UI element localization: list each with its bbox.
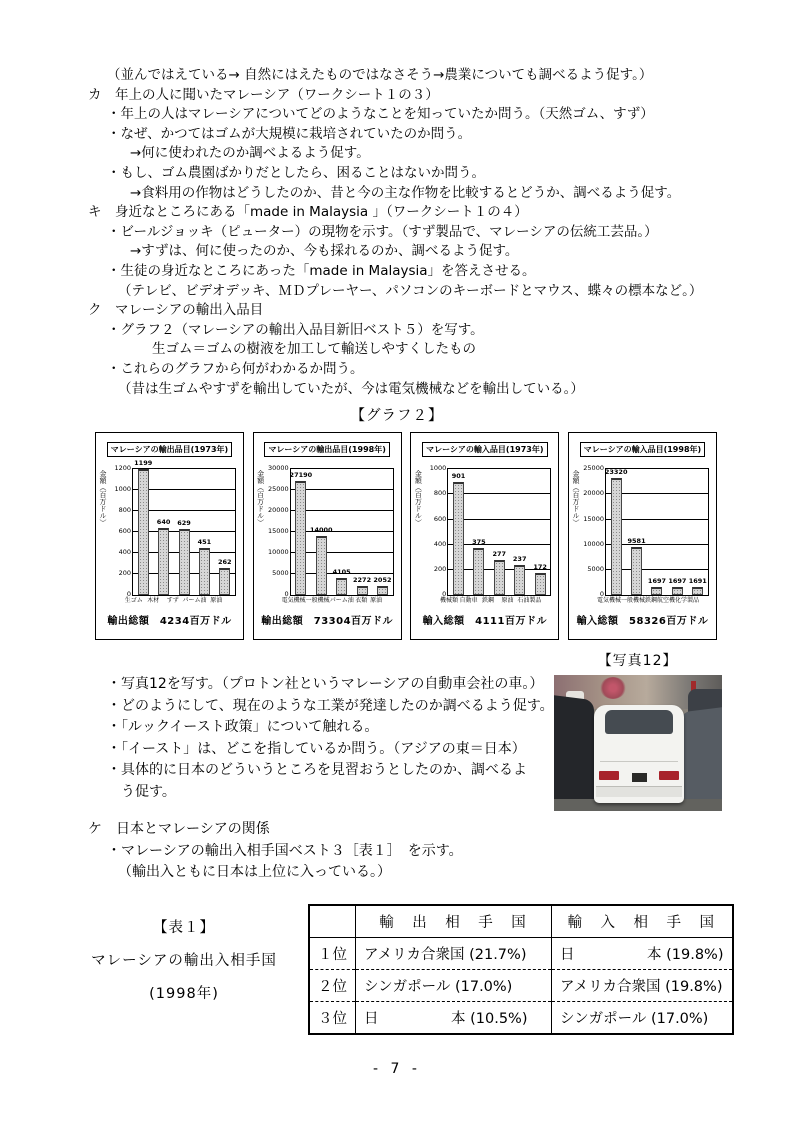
bar-chart (568, 432, 717, 640)
y-tick-label: 1000 (114, 485, 131, 494)
text-line: ク マレーシアの輸出入品目 (88, 302, 264, 319)
chart-body (571, 464, 714, 599)
y-tick-label: 0 (126, 590, 131, 599)
bar (316, 536, 327, 595)
photo-taillight-right (659, 771, 679, 780)
photo-rear-window (605, 710, 673, 734)
x-category-label: 生ゴム (124, 597, 143, 605)
y-axis-label: 金額（百万ドル） (414, 470, 423, 527)
trade-partner-table (308, 904, 734, 1035)
x-category-label: 原油 (370, 597, 383, 605)
table-row (309, 1001, 733, 1034)
text-line: ・マレーシアの輸出入相手国ベスト３［表１］ を示す。 (107, 842, 463, 859)
plot-area (114, 459, 236, 599)
table-cell: アメリカ合衆国 (21.7%) (356, 937, 552, 969)
chart-title: マレーシアの輸入品目(1973年) (422, 442, 547, 457)
text-line: →何に使われたのか調べよるよう促す。 (130, 145, 370, 162)
x-category-label: 化学製品 (675, 597, 700, 605)
bar-value-label: 262 (218, 557, 232, 566)
text-line: ・年上の人はマレーシアについてどのようなことを知っていたか問う。（天然ゴム、すず） (107, 106, 654, 123)
text-line: ケ 日本とマレーシアの関係 (88, 821, 270, 838)
instruction-text-block-2 (88, 650, 554, 884)
chart-total-label: 輸入総額 4111百万ドル (422, 616, 547, 628)
table-caption-line: 【表１】 (153, 919, 215, 936)
x-axis-labels (282, 597, 384, 605)
photo-caption: 【写真12】 (597, 653, 678, 670)
bar (535, 573, 546, 595)
bar (651, 587, 662, 596)
text-line: ・ビールジョッキ（ピューター）の現物を示す。（すず製品で、マレーシアの伝統工芸品。） (107, 223, 658, 240)
table-header-row (309, 905, 733, 938)
bar (631, 547, 642, 595)
text-line: カ 年上の人に聞いたマレーシア（ワークシート１の３） (88, 86, 439, 103)
y-tick-label: 400 (433, 539, 447, 548)
bar (672, 587, 683, 596)
y-tick-label: 600 (118, 527, 131, 536)
bar-value-label: 640 (156, 517, 171, 526)
photo-column (554, 650, 722, 884)
plot-area (583, 464, 709, 599)
x-category-label: パーム油 (329, 597, 354, 605)
table-header-cell: 輸 出 相 手 国 (356, 905, 552, 938)
chart-total-label: 輸出総額 4234百万ドル (107, 616, 232, 628)
y-tick-label: 0 (442, 590, 447, 599)
bar-value-label: 172 (533, 563, 547, 572)
y-axis-label: 金額（百万ドル） (256, 470, 265, 527)
plot-wrap (267, 464, 394, 599)
table-row (309, 937, 733, 969)
bar-value-label: 1697 (647, 576, 667, 585)
table-caption-line: (1998年) (149, 985, 219, 1002)
bar-value-label: 27190 (289, 470, 313, 479)
bar (158, 528, 169, 595)
table-cell: シンガポール (17.0%) (552, 1001, 733, 1034)
bar (494, 560, 505, 595)
table-cell: 日 本 (19.8%) (552, 937, 733, 969)
graph-section-heading: 【グラフ２】 (350, 408, 444, 425)
text-line: ・もし、ゴム農園ばかりだとしたら、困ることはないか問う。 (107, 164, 485, 181)
y-tick-label: 10000 (583, 539, 604, 548)
bar (377, 586, 388, 595)
y-tick-label: 0 (284, 590, 289, 599)
bar-value-label: 14000 (309, 526, 333, 535)
chart-total-label: 輸出総額 73304百万ドル (261, 616, 394, 628)
charts-row (95, 432, 717, 640)
bar-chart (410, 432, 559, 640)
bar-value-label: 2052 (373, 576, 392, 585)
text-line: ・生徒の身近なところにあった「made in Malaysia」を答えさせる。 (107, 262, 536, 279)
photo-gray-car-right (680, 706, 722, 811)
y-tick-label: 800 (433, 489, 447, 498)
y-tick-label: 20000 (583, 489, 604, 498)
chart-total-label: 輸入総額 58326百万ドル (576, 616, 709, 628)
x-category-label: 一般機械 (620, 597, 645, 605)
y-tick-label: 15000 (583, 514, 604, 523)
text-line: ・グラフ２（マレーシアの輸出入品目新旧ベスト５）を写す。 (107, 321, 484, 338)
photo-proton-car-street-scene (554, 675, 722, 811)
photo-dark-car-left (554, 694, 594, 811)
text-line: ・写真12を写す。（プロトン社というマレーシアの自動車会社の車。） (107, 676, 544, 693)
y-tick-label: 0 (599, 590, 604, 599)
chart-title-wrap (413, 437, 556, 457)
x-category-label: 一般機械 (305, 597, 330, 605)
text-line: 生ゴム＝ゴムの樹液を加工して輸送しやすくしたもの (152, 341, 476, 358)
x-category-label: 木材 (147, 597, 160, 605)
table-cell: ２位 (309, 969, 356, 1001)
bar (138, 469, 149, 595)
photo-red-flowers (600, 677, 626, 699)
bar-value-label: 9581 (627, 536, 646, 545)
bar (199, 548, 210, 595)
bar-value-label: 277 (492, 550, 507, 559)
bar-value-label: 901 (451, 471, 466, 480)
y-tick-label: 200 (118, 569, 131, 578)
mid-section (88, 650, 718, 884)
x-axis-labels (439, 597, 541, 605)
text-line: →食料用の作物はどうしたのか、昔と今の主な作物を比較するとどうか、調べるよう促す。 (130, 184, 681, 201)
table-cell: アメリカ合衆国 (19.8%) (552, 969, 733, 1001)
text-line: う促す。 (121, 783, 176, 800)
x-category-label: 原油 (210, 597, 223, 605)
x-category-label: 自動車 (459, 597, 478, 605)
y-tick-label: 30000 (267, 464, 289, 473)
bar (219, 568, 230, 596)
chart-body (413, 464, 556, 599)
y-axis-label: 金額（百万ドル） (571, 470, 580, 527)
y-tick-label: 15000 (267, 527, 289, 536)
table-header-cell: 輸 入 相 手 国 (552, 905, 733, 938)
text-line: （昔は生ゴムやすずを輸出していたが、今は電気機械などを輸出している。） (118, 380, 584, 397)
photo-white-proton-car (594, 705, 684, 803)
bar (611, 478, 622, 596)
text-line: ・具体的に日本のどういうところを見習おうとしたのか、調べるよ (107, 762, 527, 779)
bar-chart (95, 432, 244, 640)
y-tick-label: 600 (433, 514, 447, 523)
x-category-label: 電気機械 (281, 597, 306, 605)
bar-chart (253, 432, 402, 640)
chart-title-wrap (256, 437, 399, 457)
y-tick-label: 5000 (587, 564, 604, 573)
plot-area (429, 464, 551, 599)
text-line: （並んではえている→ 自然にはえたものではなさそう→農業についても調べるよう促す。） (107, 67, 653, 83)
x-category-label: 機械類 (440, 597, 459, 605)
plot-wrap (114, 459, 236, 599)
text-line: （輸出入ともに日本は上位に入っている。） (118, 864, 391, 881)
chart-title-wrap (571, 437, 714, 457)
y-axis-label: 金額（百万ドル） (99, 470, 107, 527)
bar-value-label: 4105 (332, 567, 351, 576)
y-tick-label: 1200 (114, 464, 131, 473)
y-tick-label: 25000 (583, 464, 604, 473)
table-row (309, 969, 733, 1001)
y-tick-label: 10000 (267, 548, 289, 557)
photo-license-plate (632, 773, 647, 782)
bar (295, 481, 306, 595)
bar-value-label: 2272 (353, 575, 372, 584)
y-tick-label: 400 (118, 548, 131, 557)
table-header-cell (309, 905, 356, 938)
bar-value-label: 629 (177, 519, 191, 528)
page-number: - 7 - (373, 1061, 421, 1077)
bar-value-label: 375 (472, 537, 486, 546)
table-cell: １位 (318, 946, 347, 963)
y-tick-label: 20000 (267, 506, 289, 515)
x-category-label: すず (166, 597, 179, 605)
plot-wrap (583, 464, 709, 599)
table-caption-line: マレーシアの輸出入相手国 (91, 952, 277, 969)
bar-value-label: 1697 (668, 576, 687, 585)
chart-title: マレーシアの輸出品目(1998年) (264, 442, 389, 457)
table-section (60, 904, 794, 1035)
y-tick-label: 5000 (272, 569, 289, 578)
photo-trunk-line (600, 761, 678, 762)
table-cell: シンガポール (17.0%) (356, 969, 552, 1001)
bar (692, 587, 703, 596)
table-cell: ３位 (309, 1001, 356, 1034)
y-tick-label: 1000 (429, 464, 447, 473)
bar-value-label: 1691 (688, 576, 707, 585)
x-category-label: 電気機械 (596, 597, 621, 605)
text-line: ・なぜ、かつてはゴムが大規模に栽培されていたのか問う。 (107, 125, 472, 142)
chart-body (98, 459, 241, 599)
photo-bumper (596, 786, 682, 797)
text-line: ・どのようにして、現在のような工業が発達したのか調べるよう促す。 (107, 697, 554, 714)
chart-body (256, 464, 399, 599)
chart-title: マレーシアの輸出品目(1973年) (107, 442, 232, 457)
table-cell: 日 本 (10.5%) (356, 1001, 552, 1034)
bar-value-label: 1199 (134, 459, 153, 468)
x-category-label: 原油 (501, 597, 514, 605)
x-category-label: パーム油 (182, 597, 207, 605)
photo-taillight-left (599, 771, 619, 780)
x-axis-labels (597, 597, 699, 605)
bar-value-label: 237 (512, 555, 527, 564)
text-line: ・「ルックイースト政策」について触れる。 (107, 719, 379, 736)
y-tick-label: 800 (118, 506, 131, 515)
x-category-label: 航空機 (657, 597, 676, 605)
bar-value-label: 451 (197, 537, 212, 546)
y-tick-label: 200 (433, 564, 447, 573)
chart-title-wrap (98, 437, 241, 457)
text-line: キ 身近なところにある「made in Malaysia 」（ワークシート１の４） (88, 204, 528, 221)
x-category-label: 石油製品 (517, 597, 542, 605)
x-axis-labels (124, 597, 226, 605)
y-tick-label: 25000 (267, 485, 289, 494)
bar (357, 586, 368, 596)
text-line: （テレビ、ビデオデッキ、ＭＤプレーヤー、パソコンのキーボードとマウス、蝶々の標本など。） (118, 282, 703, 299)
x-category-label: 鉄鋼 (645, 597, 658, 605)
plot-wrap (429, 464, 551, 599)
bar-value-label: 23320 (604, 467, 628, 476)
text-line: ・「イースト」は、どこを指しているか問う。（アジアの東＝日本） (107, 740, 526, 757)
text-line: ・これらのグラフから何がわかるか問う。 (107, 360, 364, 377)
text-line: →すずは、何に使ったのか、今も採れるのか、調べるよう促す。 (130, 243, 519, 260)
instruction-text-block (88, 66, 760, 399)
table-caption-block (60, 904, 308, 1035)
x-category-label: 衣類 (355, 597, 368, 605)
plot-area (267, 464, 394, 599)
x-category-label: 鉄鋼 (482, 597, 495, 605)
chart-title: マレーシアの輸入品目(1998年) (580, 442, 705, 457)
